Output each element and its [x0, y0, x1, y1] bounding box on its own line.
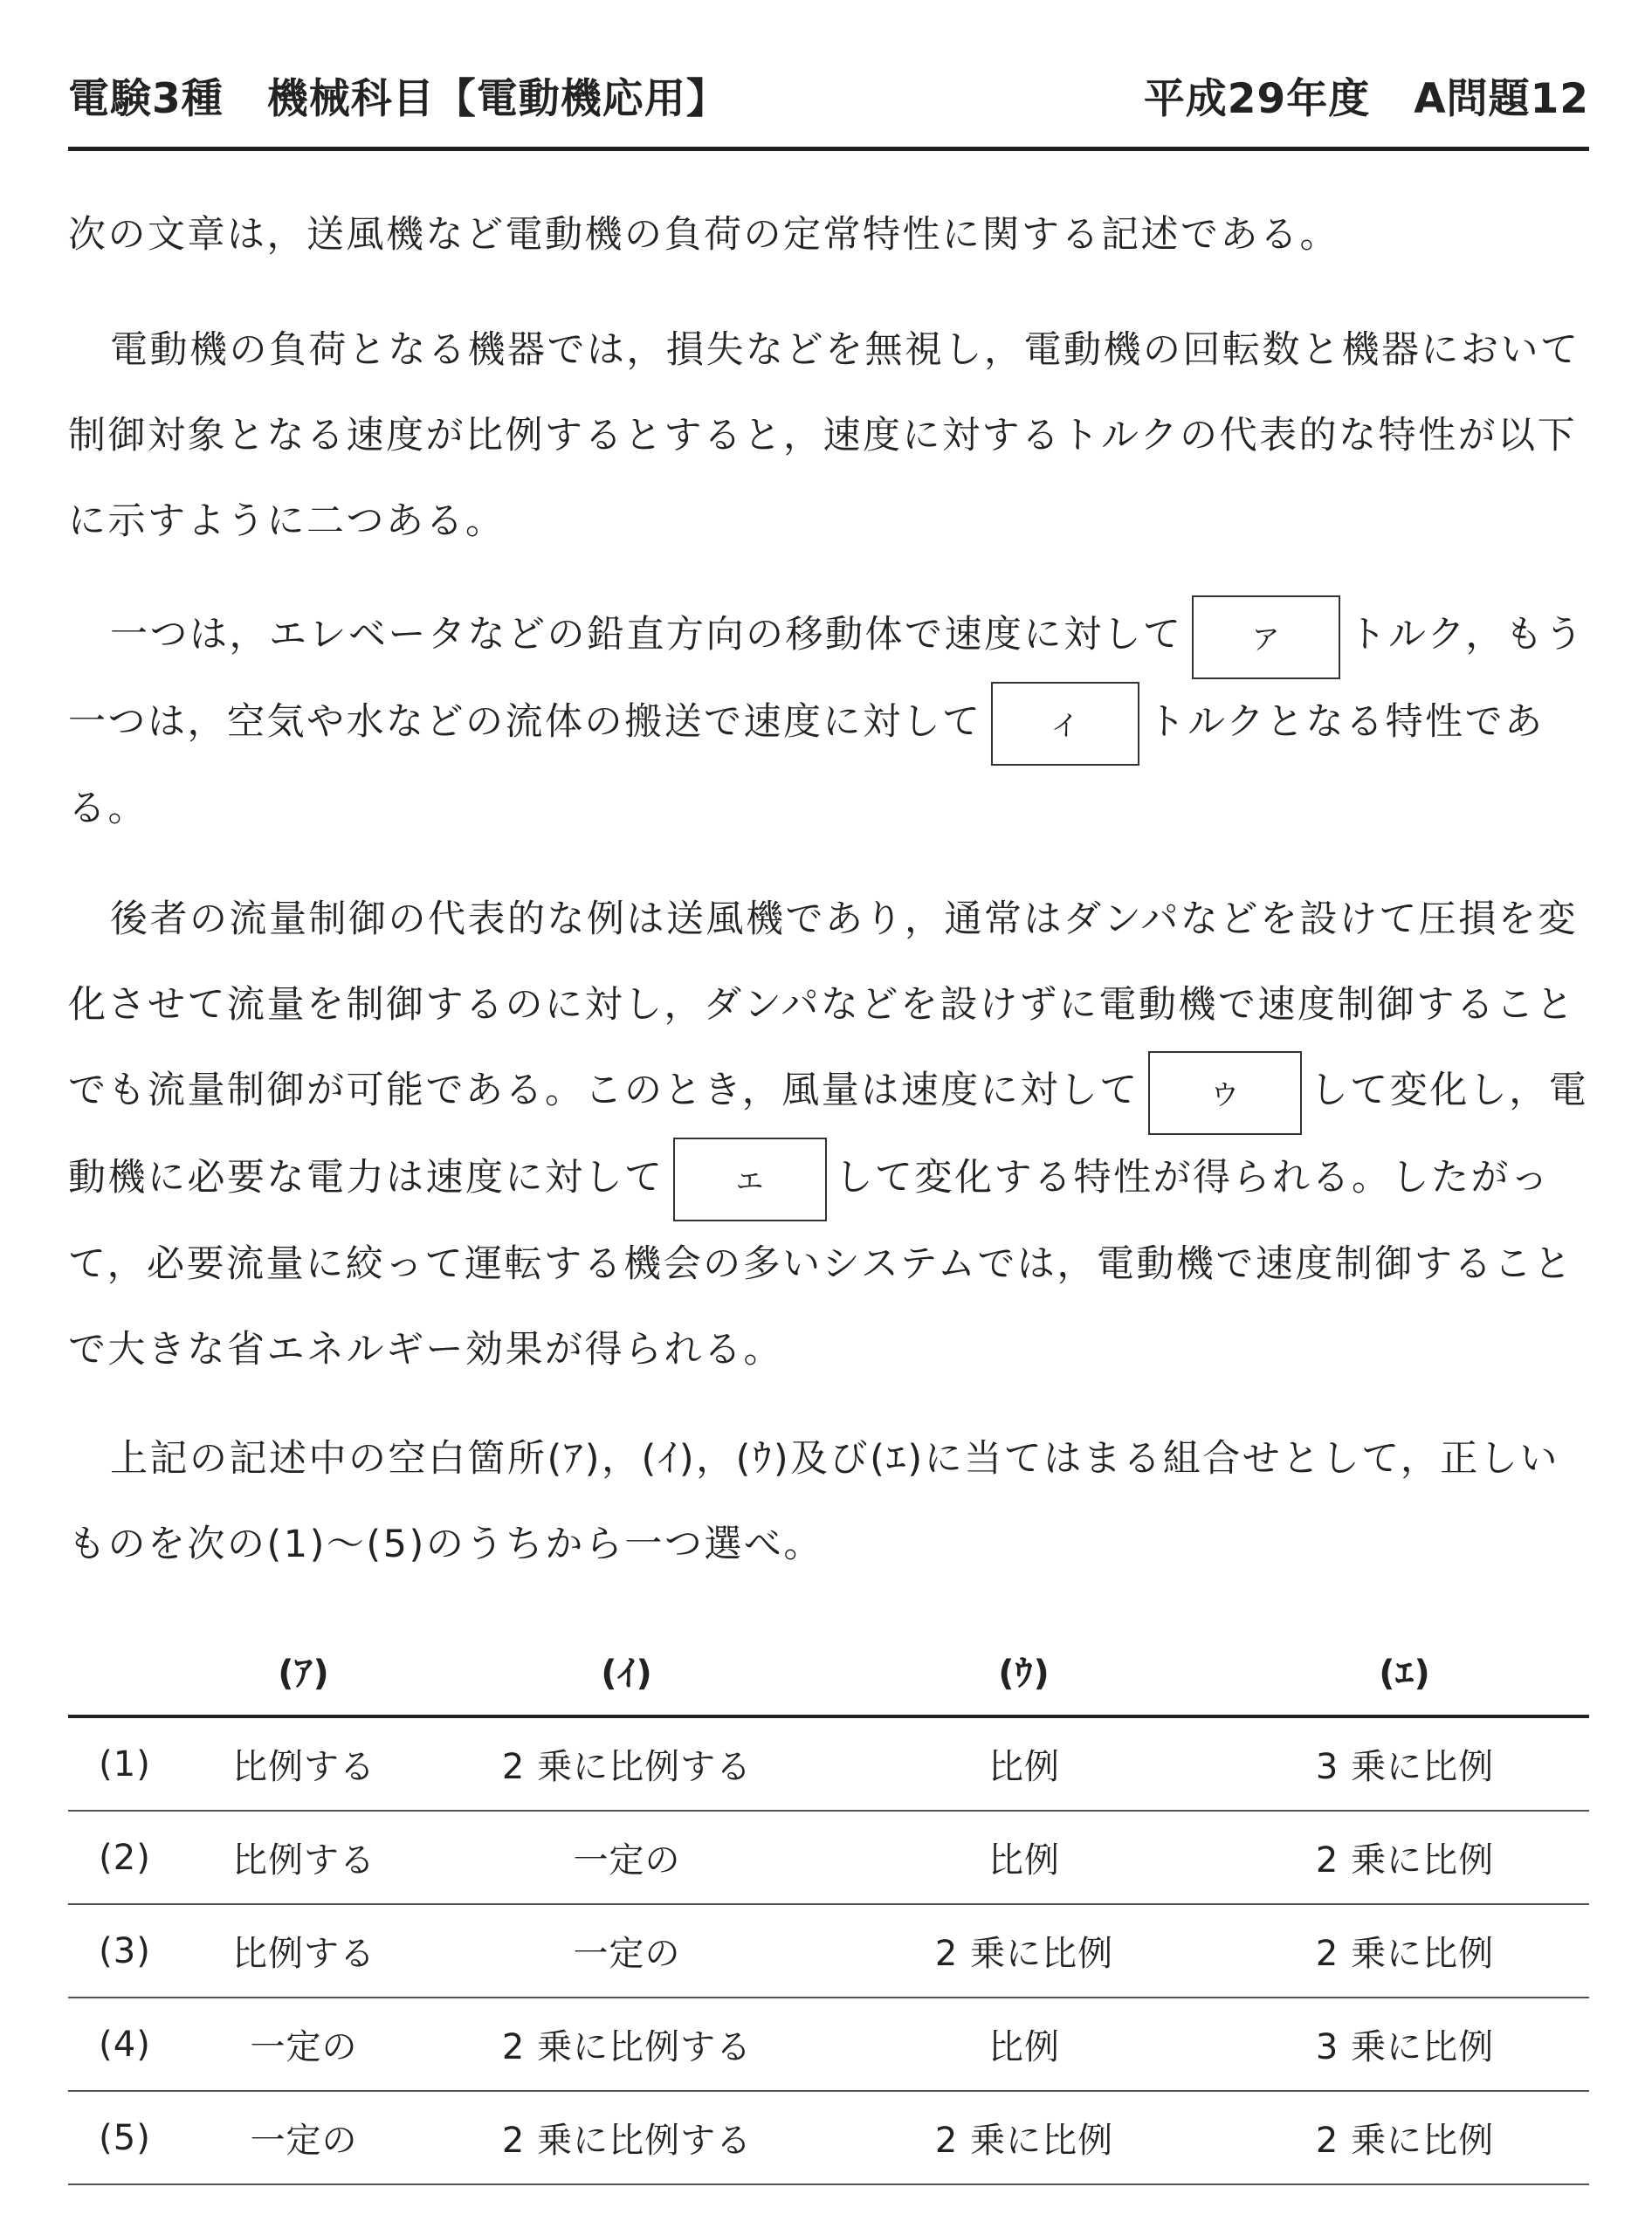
header-right: [1144, 66, 1589, 125]
column-header: (ｲ): [426, 1626, 828, 1716]
table-cell: 比例: [828, 1811, 1221, 1904]
table-row: [68, 1998, 1589, 2091]
paragraph-1: 電動機の負荷となる機器では，損失などを無視し，電動機の回転数と機器において制御対象となる速度が比例するとすると，速度に対するトルクの代表的な特性が以下に示すように二つある。: [68, 328, 1580, 543]
choice-number: (2): [68, 1811, 182, 1904]
table-cell: 一定の: [182, 2091, 426, 2184]
choice-number: (3): [68, 1904, 182, 1998]
column-header: (ｳ): [828, 1626, 1221, 1716]
subject-title: 機械科目【電動機応用】: [266, 75, 728, 123]
table-cell: 比例する: [182, 1811, 426, 1904]
table-cell: 2 乗に比例する: [426, 2091, 828, 2184]
blank-e-box: エ: [673, 1138, 827, 1221]
blank-i-box: イ: [991, 682, 1139, 766]
table-cell: 2 乗に比例する: [426, 1716, 828, 1811]
exam-year: 平成29年度: [1143, 75, 1371, 123]
choice-number: (4): [68, 1998, 182, 2091]
table-cell: 2 乗に比例: [1221, 1811, 1589, 1904]
table-cell: 比例する: [182, 1904, 426, 1998]
page-header: [68, 59, 1589, 151]
choice-number: (5): [68, 2091, 182, 2184]
answer-choices-table: [68, 1626, 1589, 2185]
choice-number: (1): [68, 1716, 182, 1811]
column-header: (ｱ): [182, 1626, 426, 1716]
table-row: [68, 1811, 1589, 1904]
table-cell: 2 乗に比例する: [426, 1998, 828, 2091]
table-cell: 3 乗に比例: [1221, 1716, 1589, 1811]
table-header-row: [68, 1626, 1589, 1716]
column-header: (ｴ): [1221, 1626, 1589, 1716]
table-cell: 一定の: [426, 1811, 828, 1904]
table-cell: 2 乗に比例: [1221, 2091, 1589, 2184]
paragraph-3-text-a: 後者の流量制御の代表的な例は送風機であり，通常はダンパなどを設けて圧損を変化させて流量を制御するのに対し，ダンパなどを設けずに電動機で速度制御することでも流量制御が可能である。このとき，風量は速度に対して: [68, 897, 1578, 1112]
table-cell: 3 乗に比例: [1221, 1998, 1589, 2091]
exam-title: 電験3種: [68, 75, 224, 123]
table-row: [68, 2091, 1589, 2184]
table-cell: 2 乗に比例: [828, 1904, 1221, 1998]
paragraph-2: [68, 592, 1589, 851]
table-cell: 2 乗に比例: [1221, 1904, 1589, 1998]
table-cell: 比例する: [182, 1716, 426, 1811]
problem-number: A問題12: [1414, 75, 1589, 123]
paragraph-2-text-a: 一つは，エレベータなどの鉛直方向の移動体で速度に対して: [110, 613, 1183, 657]
table-cell: 一定の: [426, 1904, 828, 1998]
table-row: [68, 1904, 1589, 1998]
table-row: [68, 1716, 1589, 1811]
intro-paragraph: 次の文章は，送風機など電動機の負荷の定常特性に関する記述である。: [68, 213, 1339, 257]
paragraph-3: [68, 877, 1589, 1393]
paragraph-3-text-c: して変化する特性が得られる。したがって，必要流量に絞って運転する機会の多いシステムでは，電動機で速度制御することで大きな省エネルギー効果が得られる。: [68, 1155, 1573, 1372]
table-cell: 一定の: [182, 1998, 426, 2091]
question-paragraph: 上記の記述中の空白箇所(ｱ)，(ｲ)，(ｳ)及び(ｴ)に当てはまる組合せとして，正しいものを次の(1)〜(5)のうちから一つ選べ。: [68, 1437, 1559, 1566]
blank-u-box: ウ: [1148, 1051, 1302, 1135]
column-header: [68, 1626, 182, 1716]
header-left: [68, 66, 728, 125]
table-cell: 比例: [828, 1716, 1221, 1811]
paragraph-2-text-c: トルクとなる特性である。: [68, 699, 1545, 830]
table-cell: 比例: [828, 1998, 1221, 2091]
blank-a-box: ア: [1192, 595, 1340, 679]
paragraph-2-text-b: トルク，もう一つは，空気や水などの流体の搬送で速度に対して: [68, 613, 1585, 744]
paragraph-3-text-b: して変化し，電動機に必要な電力は速度に対して: [68, 1069, 1589, 1200]
table-cell: 2 乗に比例: [828, 2091, 1221, 2184]
